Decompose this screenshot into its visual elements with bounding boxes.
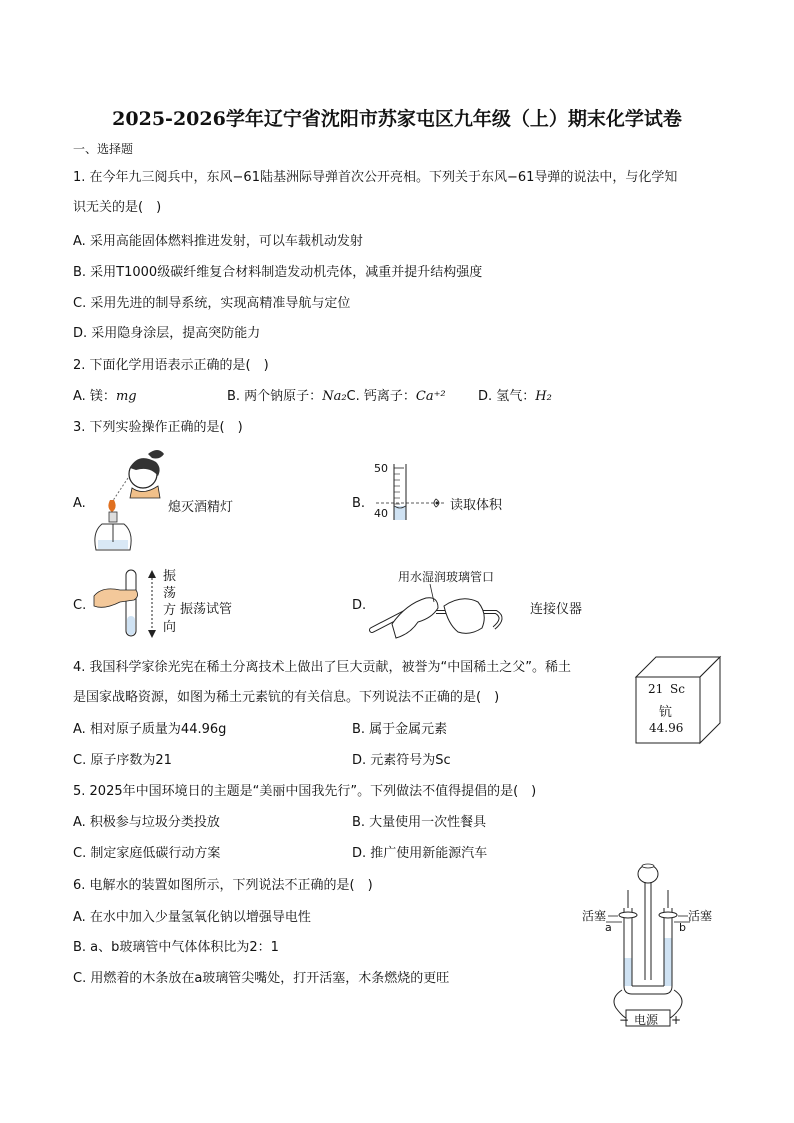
section-heading: 一、选择题	[73, 142, 134, 156]
valve-label-left: 活塞	[582, 909, 607, 923]
q2-b-label: B. 两个钠原子：	[227, 389, 323, 404]
q1-stem-line2: 识无关的是( )	[73, 200, 162, 215]
q5-option-b: B. 大量使用一次性餐具	[352, 815, 487, 830]
q4-option-c: C. 原子序数为21	[73, 753, 172, 768]
q1-option-d: D. 采用隐身涂层，提高突防能力	[73, 326, 261, 341]
q2-c-value: Ca⁺²	[415, 389, 446, 404]
page-title: 2025-2026学年辽宁省沈阳市苏家屯区九年级（上）期末化学试卷	[112, 108, 682, 130]
valve-label-right: 活塞	[688, 909, 713, 923]
q2-b-value: Na₂	[322, 389, 347, 404]
q1-option-c: C. 采用先进的制导系统，实现高精准导航与定位	[73, 296, 351, 311]
shake-char: 振	[163, 569, 177, 584]
q4-option-a: A. 相对原子质量为44.96g	[73, 722, 227, 737]
q3-c-letter: C.	[73, 598, 87, 613]
q4-option-b: B. 属于金属元素	[352, 722, 448, 737]
q6-option-c: C. 用燃着的木条放在a玻璃管尖嘴处，打开活塞，木条燃烧的更旺	[73, 971, 450, 986]
element-name: 钪	[659, 705, 673, 720]
q3-a-caption: 熄灭酒精灯	[168, 500, 234, 515]
q6-option-a: A. 在水中加入少量氢氧化钠以增强导电性	[73, 910, 311, 925]
element-symbol: Sc	[670, 682, 685, 696]
q3-b-letter: B.	[352, 496, 366, 511]
q2-a-value: mg	[115, 389, 137, 404]
alcohol-lamp-illustration	[88, 446, 173, 556]
q2-d-value: H₂	[535, 389, 552, 404]
element-mass: 44.96	[649, 721, 684, 735]
q3-b-caption: 读取体积	[450, 498, 503, 513]
q3-a-letter: A.	[73, 496, 86, 511]
q5-option-d: D. 推广使用新能源汽车	[352, 846, 488, 861]
power-minus: −	[619, 1013, 630, 1027]
q2-d-label: D. 氢气：	[478, 389, 536, 404]
electrolysis-apparatus-illustration	[600, 858, 730, 1030]
q4-option-d: D. 元素符号为Sc	[352, 753, 451, 768]
q4-stem-line2: 是国家战略资源，如图为稀土元素钪的有关信息。下列说法不正确的是( )	[73, 690, 500, 705]
q5-option-c: C. 制定家庭低碳行动方案	[73, 846, 221, 861]
q2-option-a	[73, 385, 137, 404]
q2-option-d	[478, 385, 552, 404]
power-plus: +	[671, 1013, 682, 1027]
q6-stem: 6. 电解水的装置如图所示，下列说法不正确的是( )	[73, 878, 373, 893]
q3-d-letter: D.	[352, 598, 367, 613]
connect-apparatus-illustration	[366, 584, 526, 640]
cylinder-mark-40: 40	[374, 507, 388, 520]
q5-stem: 5. 2025年中国环境日的主题是“美丽中国我先行”。下列做法不值得提倡的是( )	[73, 784, 537, 799]
q4-stem-line1: 4. 我国科学家徐光宪在稀土分离技术上做出了巨大贡献，被誉为“中国稀土之父”。稀土	[73, 660, 572, 675]
cylinder-mark-50: 50	[374, 462, 388, 475]
q3-stem: 3. 下列实验操作正确的是( )	[73, 420, 243, 435]
power-source-label: 电源	[634, 1013, 659, 1027]
q1-stem-line1: 1. 在今年九三阅兵中，东风−61陆基洲际导弹首次公开亮相。下列关于东风−61导弹的说法中，与化学知	[73, 170, 678, 185]
q2-a-label: A. 镁：	[73, 389, 116, 404]
shake-char: 方	[163, 603, 177, 618]
q2-c-label: C. 钙离子：	[346, 389, 416, 404]
q2-option-b	[227, 385, 446, 404]
element-atomic-number: 21	[648, 682, 664, 696]
q1-option-a: A. 采用高能固体燃料推进发射，可以车载机动发射	[73, 234, 363, 249]
q1-option-b: B. 采用T1000级碳纤维复合材料制造发动机壳体，减重并提升结构强度	[73, 265, 483, 280]
q5-option-a: A. 积极参与垃圾分类投放	[73, 815, 220, 830]
shake-char: 荡	[163, 586, 177, 601]
q3-c-caption: 振荡试管	[180, 602, 233, 617]
q3-d-caption: 连接仪器	[530, 602, 583, 617]
shake-char: 向	[163, 620, 177, 635]
q3-d-note: 用水湿润玻璃管口	[398, 570, 495, 584]
tube-label-a: a	[605, 921, 612, 934]
q2-stem: 2. 下面化学用语表示正确的是( )	[73, 358, 269, 373]
test-tube-shaking-illustration	[90, 566, 160, 644]
shake-direction-text	[163, 568, 179, 636]
q6-option-b: B. a、b玻璃管中气体体积比为2：1	[73, 940, 279, 955]
tube-label-b: b	[679, 921, 686, 934]
